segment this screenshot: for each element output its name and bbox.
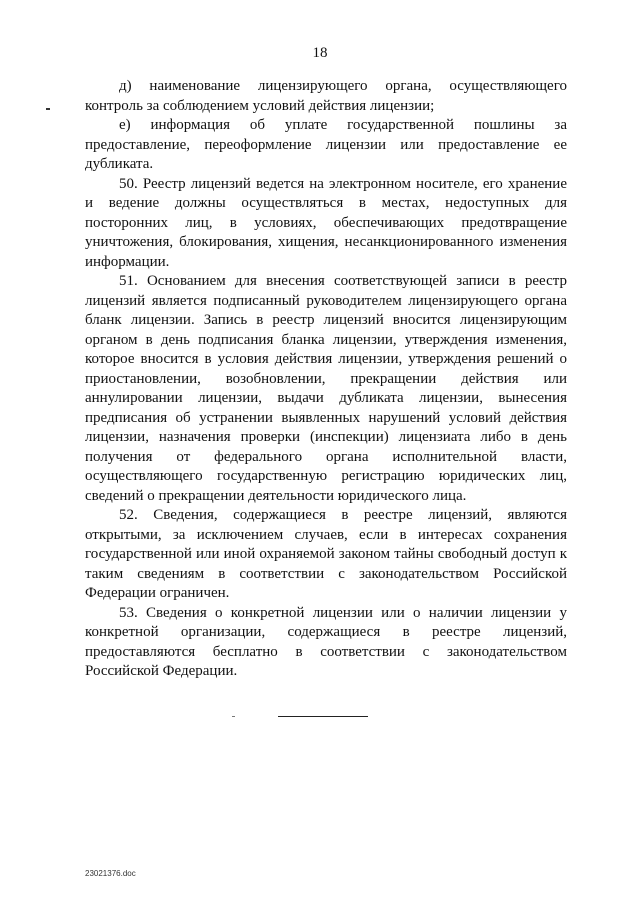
paragraph-d: д) наименование лицензирующего органа, осуществляющего контроль за соблюдением условий действия лицензии; — [85, 78, 567, 114]
paragraph-e: е) информация об уплате государственной пошлины за предоставление, переоформление лицензии или предоставление ее дубликата. — [85, 117, 567, 172]
paragraph-53: 53. Сведения о конкретной лицензии или о наличии лицензии у конкретной организации, содержащиеся в реестре лицензий, предоставляются бесплатно в соответствии с законодательством Российской Федерации. — [85, 604, 567, 679]
paragraph-52: 52. Сведения, содержащиеся в реестре лицензий, являются открытыми, за исключением случаев, если в интересах сохранения государственной или иной охраняемой законом тайны свободный доступ к таким сведениям в соответствии с законодательством Российской Федерации ограничен. — [85, 507, 567, 601]
paragraph-50: 50. Реестр лицензий ведется на электронном носителе, его хранение и ведение должны осуществляться в местах, недоступных для посторонних лиц, в условиях, обеспечивающих предотвращение уничтожения, блокирования, хищения, несанкционированного изменения информации. — [85, 175, 567, 270]
document-body — [85, 77, 567, 682]
scan-dot — [232, 716, 235, 717]
page-number: 18 — [312, 45, 328, 61]
paragraph-51: 51. Основанием для внесения соответствующей записи в реестр лицензий является подписанный руководителем лицензирующего органа бланк лицензии. Запись в реестр лицензий вносится лицензирующим органом в день подписания бланка лицензии, утверждения изменения, которое вносится в условия действия лицензии, утверждения решений о приостановлении, возобновлении, прекращении действия или аннулировании лицензии, выдачи дубликата лицензии, вынесения предписания об устранении выявленных нарушений условий действия лицензии, назначения проверки (инспекции) лицензиата либо в день получения от федерального органа исполнительной власти, осуществляющего государственную регистрацию юридических лиц, сведений о прекращении деятельности юридического лица. — [85, 273, 567, 504]
end-separator-line — [278, 716, 368, 717]
margin-mark — [46, 108, 50, 110]
file-name-footer: 23021376.doc — [85, 869, 136, 878]
